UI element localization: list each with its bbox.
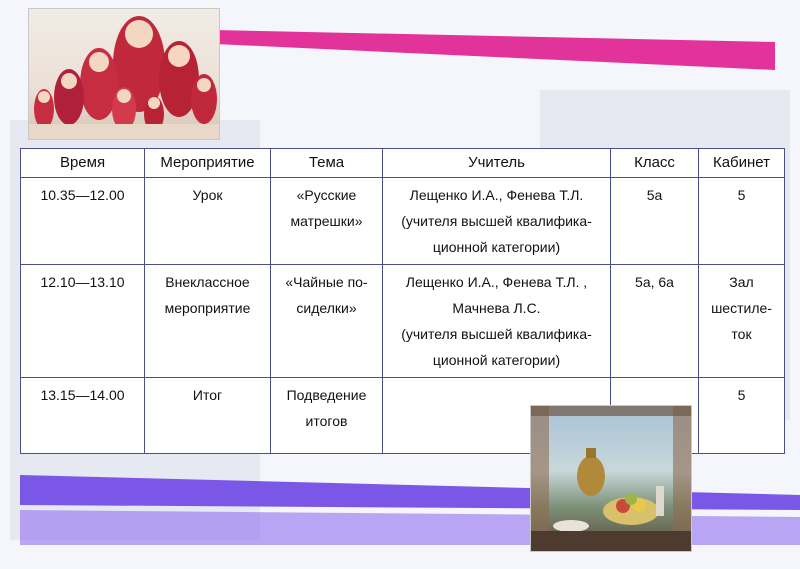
table-header-row [21, 149, 785, 178]
cell-line: итогов [305, 413, 348, 429]
cell-line: мероприятие [164, 300, 251, 316]
cell-class: 5а, 6а [611, 265, 699, 378]
cell-line: ционной категории) [432, 352, 561, 368]
cell-line: матрешки» [290, 213, 363, 229]
cell-line: сиделки» [296, 300, 357, 316]
cell-event [145, 265, 271, 378]
cell-class: 5а [611, 178, 699, 265]
cell-line: Урок [192, 187, 223, 203]
cell-line: шестиле- [711, 300, 772, 316]
cell-line: 5 [737, 387, 746, 403]
cell-topic [271, 265, 383, 378]
cell-line: Итог [192, 387, 223, 403]
cell-line: ционной категории) [432, 239, 561, 255]
table-row [21, 265, 785, 378]
cell-room [699, 265, 785, 378]
cell-line: Подведение [286, 387, 367, 403]
cell-line: (учителя высшей квалифика- [401, 213, 592, 229]
cell-room [699, 178, 785, 265]
matryoshka-group [29, 16, 219, 139]
cell-time: 12.10—13.10 [21, 265, 145, 378]
column-header-room: Кабинет [699, 149, 785, 178]
cell-line: ток [731, 326, 752, 342]
column-header-teacher: Учитель [383, 149, 611, 178]
cell-time: 13.15—14.00 [21, 378, 145, 454]
cell-line: Мачнева Л.С. [452, 300, 541, 316]
cell-line: Лещенко И.А., Фенева Т.Л. , [405, 274, 588, 290]
cell-event [145, 178, 271, 265]
cell-line: 5 [737, 187, 746, 203]
cell-room [699, 378, 785, 454]
column-header-class: Класс [611, 149, 699, 178]
cell-line: «Чайные по- [285, 274, 368, 290]
column-header-topic: Тема [271, 149, 383, 178]
cell-time: 10.35—12.00 [21, 178, 145, 265]
cell-line: (учителя высшей квалифика- [401, 326, 592, 342]
column-header-event: Мероприятие [145, 149, 271, 178]
decorative-stripe-top [215, 30, 775, 70]
cell-line: Лещенко И.А., Фенева Т.Л. [409, 187, 584, 203]
cell-teacher [383, 265, 611, 378]
tea-still-life-image [530, 405, 692, 552]
cell-topic [271, 178, 383, 265]
cell-teacher [383, 178, 611, 265]
cell-line: «Русские [296, 187, 357, 203]
tea-still-life-group [531, 406, 691, 551]
cell-topic [271, 378, 383, 454]
cell-event [145, 378, 271, 454]
cell-line: Внеклассное [165, 274, 250, 290]
table-row [21, 178, 785, 265]
cell-line: Зал [729, 274, 754, 290]
column-header-time: Время [21, 149, 145, 178]
matryoshka-dolls-image [28, 8, 220, 140]
